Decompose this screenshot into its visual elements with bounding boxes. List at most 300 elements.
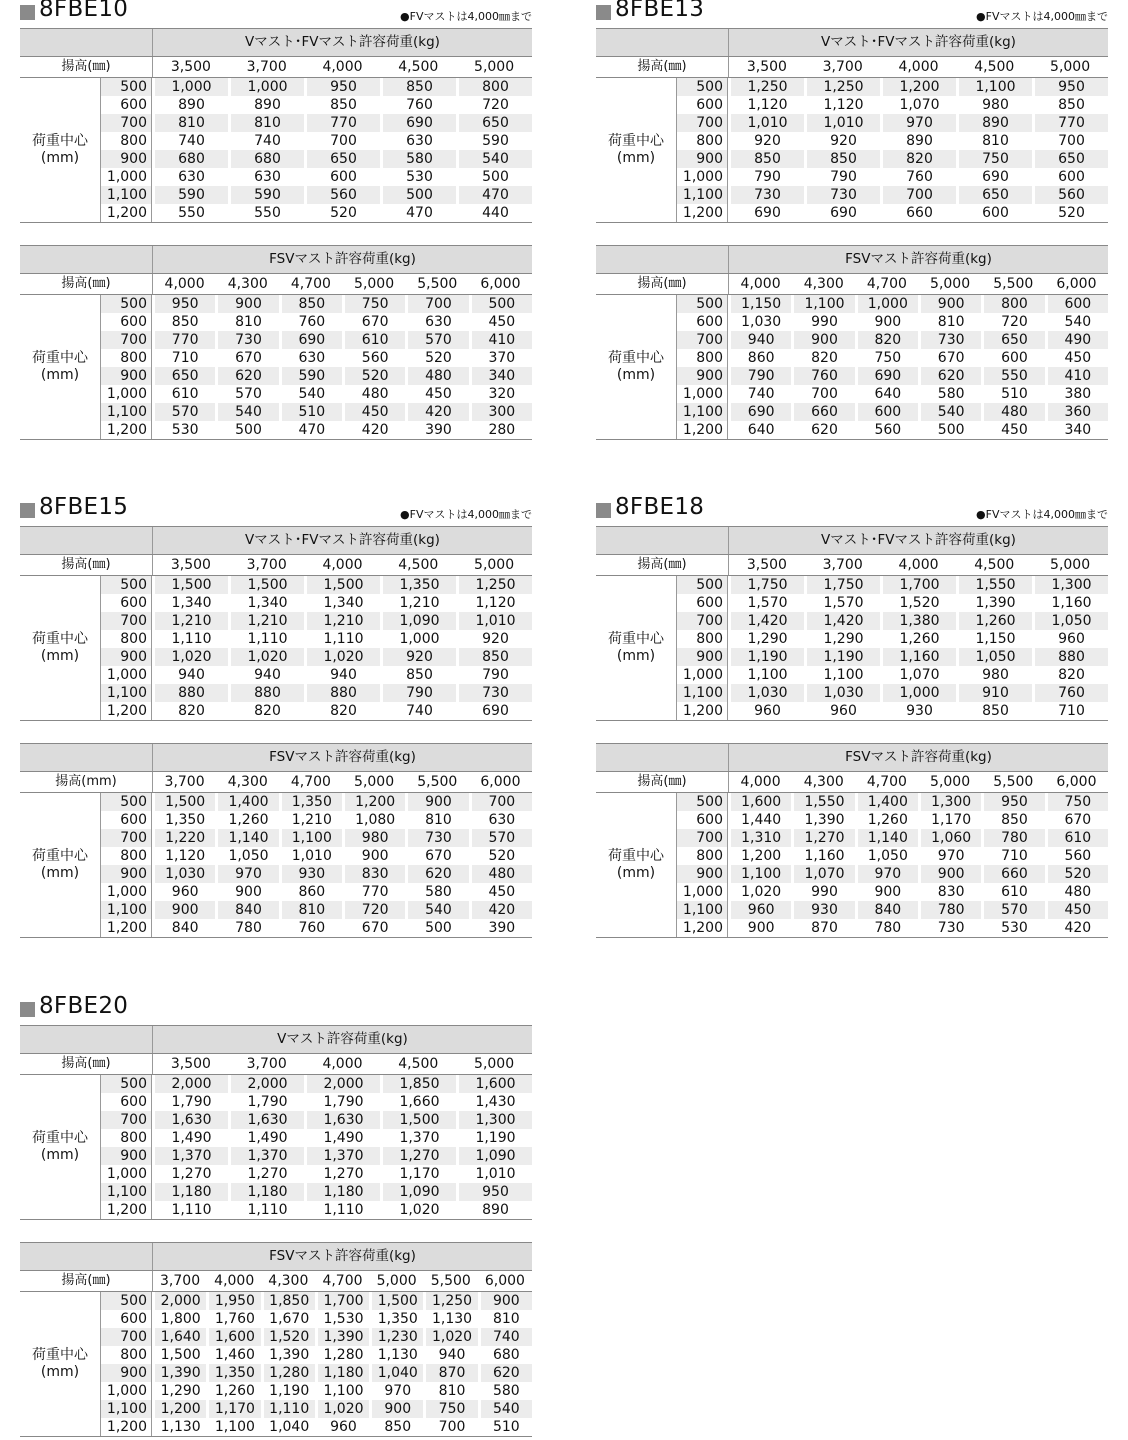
load-center-label-line: 荷重中心 (32, 1130, 88, 1146)
capacity-cell: 1,110 (247, 631, 288, 647)
capacity-cell: 1,290 (823, 631, 864, 647)
capacity-cell: 1,130 (160, 1419, 201, 1435)
row-values (152, 1364, 532, 1382)
table-body (20, 1075, 532, 1220)
load-center-label-line: (mm) (616, 865, 656, 881)
capacity-cell: 810 (438, 1383, 466, 1399)
load-center-value: 800 (101, 1346, 152, 1364)
capacity-cell: 1,190 (475, 1130, 516, 1146)
table-row (101, 865, 532, 883)
capacity-cell: 510 (492, 1419, 520, 1435)
capacity-cell: 760 (298, 314, 326, 330)
capacity-cell: 1,490 (247, 1130, 288, 1146)
table-row (677, 919, 1108, 937)
load-center-value: 900 (101, 1364, 152, 1382)
load-capacity-table (596, 245, 1108, 440)
lift-height-value: 5,000 (474, 1056, 515, 1072)
lift-height-value: 4,500 (398, 59, 439, 75)
capacity-cell: 1,570 (747, 595, 788, 611)
lift-height-value: 4,500 (398, 557, 439, 573)
table-body (20, 793, 532, 938)
capacity-cell: 1,440 (741, 812, 782, 828)
capacity-cell: 1,550 (959, 576, 1032, 594)
table-caption-row (20, 28, 532, 57)
row-values (728, 150, 1108, 168)
lift-height-value: 4,500 (974, 557, 1015, 573)
capacity-cell: 900 (921, 295, 981, 313)
table-row (677, 648, 1108, 666)
table-row (101, 811, 532, 829)
table-rows (677, 793, 1108, 937)
capacity-cell: 1,100 (823, 667, 864, 683)
capacity-cell: 1,290 (160, 1383, 201, 1399)
row-values (152, 1093, 532, 1111)
capacity-cell: 1,390 (269, 1347, 310, 1363)
capacity-cell: 660 (794, 403, 854, 421)
table-caption-row (596, 28, 1108, 57)
capacity-cell: 890 (178, 97, 205, 113)
capacity-cell: 1,100 (214, 1419, 255, 1435)
lift-height-value: 3,500 (170, 1056, 211, 1072)
table-row (677, 702, 1108, 720)
capacity-cell: 1,090 (383, 612, 456, 630)
capacity-cell: 760 (298, 920, 326, 936)
table-row (101, 421, 532, 439)
lift-height-value: 4,300 (227, 276, 268, 292)
capacity-cell: 540 (218, 403, 278, 421)
capacity-cell: 850 (807, 150, 880, 168)
capacity-cell: 700 (330, 133, 357, 149)
lift-height-value: 5,000 (1050, 59, 1091, 75)
model-section (20, 494, 532, 938)
capacity-cell: 850 (171, 314, 199, 330)
capacity-cell: 1,280 (264, 1364, 315, 1382)
capacity-cell: 850 (982, 703, 1009, 719)
lift-height-value: 4,000 (322, 59, 363, 75)
capacity-cell: 1,010 (459, 612, 532, 630)
capacity-cell: 700 (438, 1419, 466, 1435)
row-values (152, 186, 532, 204)
lift-height-row (20, 1054, 532, 1075)
capacity-cell: 1,160 (1051, 595, 1092, 611)
capacity-cell: 1,790 (323, 1094, 364, 1110)
table-caption: FSVマスト許容荷重(kg) (845, 251, 992, 267)
load-center-label-line: 荷重中心 (32, 1347, 88, 1363)
caption-spacer (20, 1243, 153, 1270)
load-center-value: 800 (101, 847, 152, 865)
capacity-cell: 1,020 (307, 648, 380, 666)
table-row (677, 594, 1108, 612)
row-values (728, 612, 1108, 630)
capacity-cell: 1,020 (741, 884, 782, 900)
capacity-cell: 610 (1001, 884, 1028, 900)
capacity-cell: 990 (811, 884, 838, 900)
capacity-cell: 820 (330, 703, 357, 719)
table-row (101, 630, 532, 648)
capacity-cell: 960 (1058, 631, 1085, 647)
capacity-cell: 810 (492, 1311, 520, 1327)
capacity-cell: 600 (330, 169, 357, 185)
load-center-value: 1,200 (101, 702, 152, 720)
capacity-cell: 900 (361, 848, 389, 864)
capacity-cell: 360 (1048, 403, 1108, 421)
capacity-cell: 500 (482, 169, 509, 185)
lift-height-values (729, 772, 1108, 792)
load-center-value: 600 (677, 96, 728, 114)
table-row (101, 1147, 532, 1165)
row-values (728, 576, 1108, 594)
capacity-cell: 1,020 (155, 648, 228, 666)
lift-height-label: 揚高(mm) (20, 772, 153, 792)
lift-height-row (596, 555, 1108, 576)
row-values (152, 847, 532, 865)
capacity-cell: 670 (937, 350, 965, 366)
table-row (101, 1328, 532, 1346)
table-row (677, 630, 1108, 648)
model-title: 8FBE10 (39, 0, 129, 22)
capacity-cell: 1,760 (214, 1311, 255, 1327)
model-header (20, 0, 532, 28)
capacity-cell: 820 (883, 150, 956, 168)
capacity-cell: 1,520 (264, 1328, 315, 1346)
capacity-cell: 900 (155, 901, 215, 919)
row-values (728, 331, 1108, 349)
table-row (101, 385, 532, 403)
row-values (152, 1328, 532, 1346)
row-values (152, 204, 532, 222)
capacity-cell: 750 (1048, 793, 1108, 811)
capacity-cell: 960 (171, 884, 199, 900)
capacity-cell: 1,190 (731, 648, 804, 666)
capacity-cell: 1,020 (318, 1400, 369, 1418)
table-body (20, 78, 532, 223)
table-caption-row (20, 1025, 532, 1054)
load-center-value: 800 (677, 349, 728, 367)
table-row (101, 883, 532, 901)
capacity-cell: 1,350 (209, 1364, 260, 1382)
table-body (20, 1292, 532, 1437)
capacity-cell: 600 (1058, 169, 1085, 185)
table-row (101, 168, 532, 186)
row-values (728, 901, 1108, 919)
model-header (20, 993, 532, 1025)
capacity-cell: 1,300 (459, 1111, 532, 1129)
capacity-cell: 1,230 (372, 1328, 423, 1346)
table-row (101, 1201, 532, 1219)
capacity-cell: 570 (235, 386, 262, 402)
capacity-cell: 1,300 (1035, 576, 1108, 594)
capacity-cell: 1,490 (323, 1130, 364, 1146)
capacity-cell: 610 (171, 386, 199, 402)
capacity-cell: 700 (1058, 133, 1085, 149)
capacity-cell: 640 (747, 422, 775, 438)
capacity-cell: 600 (1001, 350, 1028, 366)
capacity-cell: 970 (883, 114, 956, 132)
load-center-label-line: 荷重中心 (608, 631, 664, 647)
capacity-cell: 500 (472, 295, 532, 313)
load-center-value: 700 (101, 1111, 152, 1129)
capacity-cell: 550 (178, 205, 205, 221)
capacity-cell: 1,130 (432, 1311, 473, 1327)
row-values (728, 919, 1108, 937)
capacity-cell: 480 (408, 367, 468, 385)
capacity-cell: 1,190 (807, 648, 880, 666)
lift-height-value: 3,700 (164, 774, 205, 790)
capacity-cell: 550 (254, 205, 281, 221)
capacity-cell: 1,260 (228, 812, 269, 828)
capacity-cell: 970 (384, 1383, 412, 1399)
load-center-value: 1,100 (677, 186, 728, 204)
gray-square-marker (20, 5, 35, 20)
row-values (152, 829, 532, 847)
table-row (677, 811, 1108, 829)
capacity-cell: 660 (906, 205, 933, 221)
capacity-cell: 630 (178, 169, 205, 185)
capacity-cell: 710 (1001, 848, 1028, 864)
capacity-cell: 940 (731, 331, 791, 349)
capacity-cell: 710 (171, 350, 199, 366)
capacity-cell: 760 (794, 367, 854, 385)
lift-height-value: 4,700 (290, 276, 331, 292)
capacity-cell: 1,100 (747, 667, 788, 683)
table-caption-row (596, 245, 1108, 274)
capacity-cell: 1,050 (867, 848, 908, 864)
capacity-cell: 910 (959, 684, 1032, 702)
lift-height-value: 5,500 (993, 774, 1034, 790)
capacity-cell: 1,260 (214, 1383, 255, 1399)
lift-height-label: 揚高(㎜) (596, 57, 729, 77)
capacity-cell: 1,140 (218, 829, 278, 847)
capacity-cell: 2,000 (155, 1075, 228, 1093)
row-values (152, 1183, 532, 1201)
capacity-cell: 920 (754, 133, 781, 149)
load-center-value: 500 (101, 78, 152, 96)
lift-height-value: 3,700 (246, 59, 287, 75)
capacity-cell: 1,000 (155, 78, 228, 96)
capacity-cell: 730 (937, 920, 965, 936)
capacity-cell: 730 (459, 684, 532, 702)
capacity-cell: 1,200 (883, 78, 956, 96)
capacity-cell: 1,010 (731, 114, 804, 132)
table-row (101, 1183, 532, 1201)
table-row (101, 114, 532, 132)
load-capacity-table (596, 526, 1108, 721)
capacity-cell: 690 (282, 331, 342, 349)
capacity-cell: 630 (298, 350, 326, 366)
capacity-cell: 580 (937, 386, 965, 402)
table-row (677, 114, 1108, 132)
capacity-cell: 1,020 (426, 1328, 477, 1346)
table-caption-row (20, 526, 532, 555)
load-center-value: 1,100 (677, 403, 728, 421)
capacity-cell: 1,090 (459, 1147, 532, 1165)
load-center-label-line: (mm) (40, 865, 80, 881)
capacity-cell: 1,100 (323, 1383, 364, 1399)
table-row (677, 132, 1108, 150)
capacity-cell: 810 (282, 901, 342, 919)
table-body (596, 295, 1108, 440)
capacity-cell: 880 (231, 684, 304, 702)
capacity-cell: 770 (155, 331, 215, 349)
caption-spacer (20, 246, 153, 273)
table-row (677, 385, 1108, 403)
capacity-cell: 1,170 (931, 812, 972, 828)
capacity-cell: 810 (155, 114, 228, 132)
lift-height-row (20, 555, 532, 576)
lift-height-value: 5,000 (474, 557, 515, 573)
row-values (728, 666, 1108, 684)
lift-height-value: 4,000 (214, 1273, 255, 1289)
capacity-cell: 300 (472, 403, 532, 421)
capacity-cell: 740 (481, 1328, 532, 1346)
lift-height-row (596, 57, 1108, 78)
capacity-cell: 1,630 (231, 1111, 304, 1129)
load-center-value: 1,200 (677, 204, 728, 222)
capacity-cell: 980 (982, 667, 1009, 683)
capacity-cell: 620 (481, 1364, 532, 1382)
capacity-cell: 1,250 (807, 78, 880, 96)
lift-height-value: 5,000 (930, 774, 971, 790)
capacity-cell: 770 (361, 884, 389, 900)
capacity-cell: 560 (874, 422, 902, 438)
load-center-value: 700 (101, 829, 152, 847)
row-values (152, 1346, 532, 1364)
table-row (677, 883, 1108, 901)
lift-height-values (153, 555, 532, 575)
capacity-cell: 1,500 (307, 576, 380, 594)
row-values (728, 847, 1108, 865)
table-row (101, 576, 532, 594)
lift-height-value: 4,000 (322, 1056, 363, 1072)
fv-mast-note: ●FVマストは4,000㎜まで (400, 508, 532, 521)
capacity-cell: 740 (254, 133, 281, 149)
load-center-label-line: (mm) (40, 1364, 80, 1380)
lift-height-row (596, 274, 1108, 295)
table-row (101, 150, 532, 168)
table-rows (677, 78, 1108, 222)
lift-height-value: 5,000 (354, 774, 395, 790)
lift-height-value: 4,000 (164, 276, 205, 292)
load-center-value: 600 (677, 594, 728, 612)
table-row (677, 666, 1108, 684)
capacity-cell: 870 (811, 920, 838, 936)
capacity-cell: 1,600 (209, 1328, 260, 1346)
lift-height-value: 4,000 (740, 276, 781, 292)
capacity-cell: 630 (425, 314, 452, 330)
load-center-label (596, 576, 677, 720)
capacity-cell: 690 (982, 169, 1009, 185)
lift-height-value: 5,000 (376, 1273, 417, 1289)
capacity-cell: 1,400 (218, 793, 278, 811)
model-section (596, 0, 1108, 440)
capacity-cell: 630 (254, 169, 281, 185)
capacity-cell: 670 (425, 848, 452, 864)
capacity-cell: 960 (330, 1419, 357, 1435)
capacity-cell: 690 (754, 205, 781, 221)
capacity-cell: 1,350 (377, 1311, 418, 1327)
load-center-value: 1,200 (101, 1201, 152, 1219)
model-header (596, 494, 1108, 526)
capacity-cell: 1,110 (171, 1202, 212, 1218)
load-center-label-line: 荷重中心 (32, 133, 88, 149)
capacity-cell: 540 (459, 150, 532, 168)
capacity-cell: 1,050 (228, 848, 269, 864)
row-values (728, 829, 1108, 847)
capacity-cell: 370 (488, 350, 516, 366)
lift-height-value: 4,500 (398, 1056, 439, 1072)
table-body (596, 78, 1108, 223)
capacity-cell: 1,180 (318, 1364, 369, 1382)
load-center-value: 700 (101, 612, 152, 630)
capacity-cell: 1,500 (372, 1292, 423, 1310)
capacity-cell: 1,500 (231, 576, 304, 594)
capacity-cell: 640 (874, 386, 902, 402)
capacity-cell: 670 (1064, 812, 1092, 828)
capacity-cell: 1,030 (155, 865, 215, 883)
capacity-cell: 1,420 (731, 612, 804, 630)
lift-height-values (153, 1054, 532, 1074)
capacity-cell: 540 (298, 386, 326, 402)
capacity-cell: 970 (218, 865, 278, 883)
row-values (728, 793, 1108, 811)
table-row (101, 1382, 532, 1400)
row-values (152, 1418, 532, 1436)
capacity-cell: 620 (218, 367, 278, 385)
capacity-cell: 800 (459, 78, 532, 96)
capacity-cell: 900 (794, 331, 854, 349)
table-row (101, 666, 532, 684)
capacity-cell: 1,500 (383, 1111, 456, 1129)
capacity-cell: 1,600 (459, 1075, 532, 1093)
load-center-value: 1,200 (677, 421, 728, 439)
load-capacity-table (596, 28, 1108, 223)
capacity-cell: 730 (921, 331, 981, 349)
capacity-cell: 1,550 (794, 793, 854, 811)
capacity-cell: 650 (959, 186, 1032, 204)
lift-height-value: 6,000 (480, 276, 521, 292)
capacity-cell: 340 (1064, 422, 1092, 438)
capacity-cell: 960 (830, 703, 857, 719)
table-rows (677, 576, 1108, 720)
capacity-cell: 470 (459, 186, 532, 204)
row-values (728, 367, 1108, 385)
capacity-cell: 690 (482, 703, 509, 719)
capacity-cell: 1,020 (231, 648, 304, 666)
load-center-value: 700 (101, 114, 152, 132)
capacity-cell: 1,170 (399, 1166, 440, 1182)
load-center-value: 600 (101, 1093, 152, 1111)
row-values (152, 793, 532, 811)
caption-spacer (596, 744, 729, 771)
capacity-cell: 820 (178, 703, 205, 719)
capacity-cell: 1,370 (155, 1147, 228, 1165)
lift-height-label: 揚高(㎜) (596, 274, 729, 294)
capacity-cell: 590 (282, 367, 342, 385)
lift-height-value: 3,700 (246, 557, 287, 573)
table-caption: FSVマスト許容荷重(kg) (269, 251, 416, 267)
row-values (728, 403, 1108, 421)
load-center-value: 900 (101, 865, 152, 883)
capacity-cell: 900 (747, 920, 775, 936)
capacity-cell: 480 (1064, 884, 1092, 900)
load-center-value: 900 (677, 150, 728, 168)
capacity-cell: 1,040 (372, 1364, 423, 1382)
capacity-cell: 670 (361, 920, 389, 936)
row-values (152, 811, 532, 829)
lift-height-label: 揚高(㎜) (20, 274, 153, 294)
load-center-value: 900 (677, 865, 728, 883)
table-row (677, 78, 1108, 96)
